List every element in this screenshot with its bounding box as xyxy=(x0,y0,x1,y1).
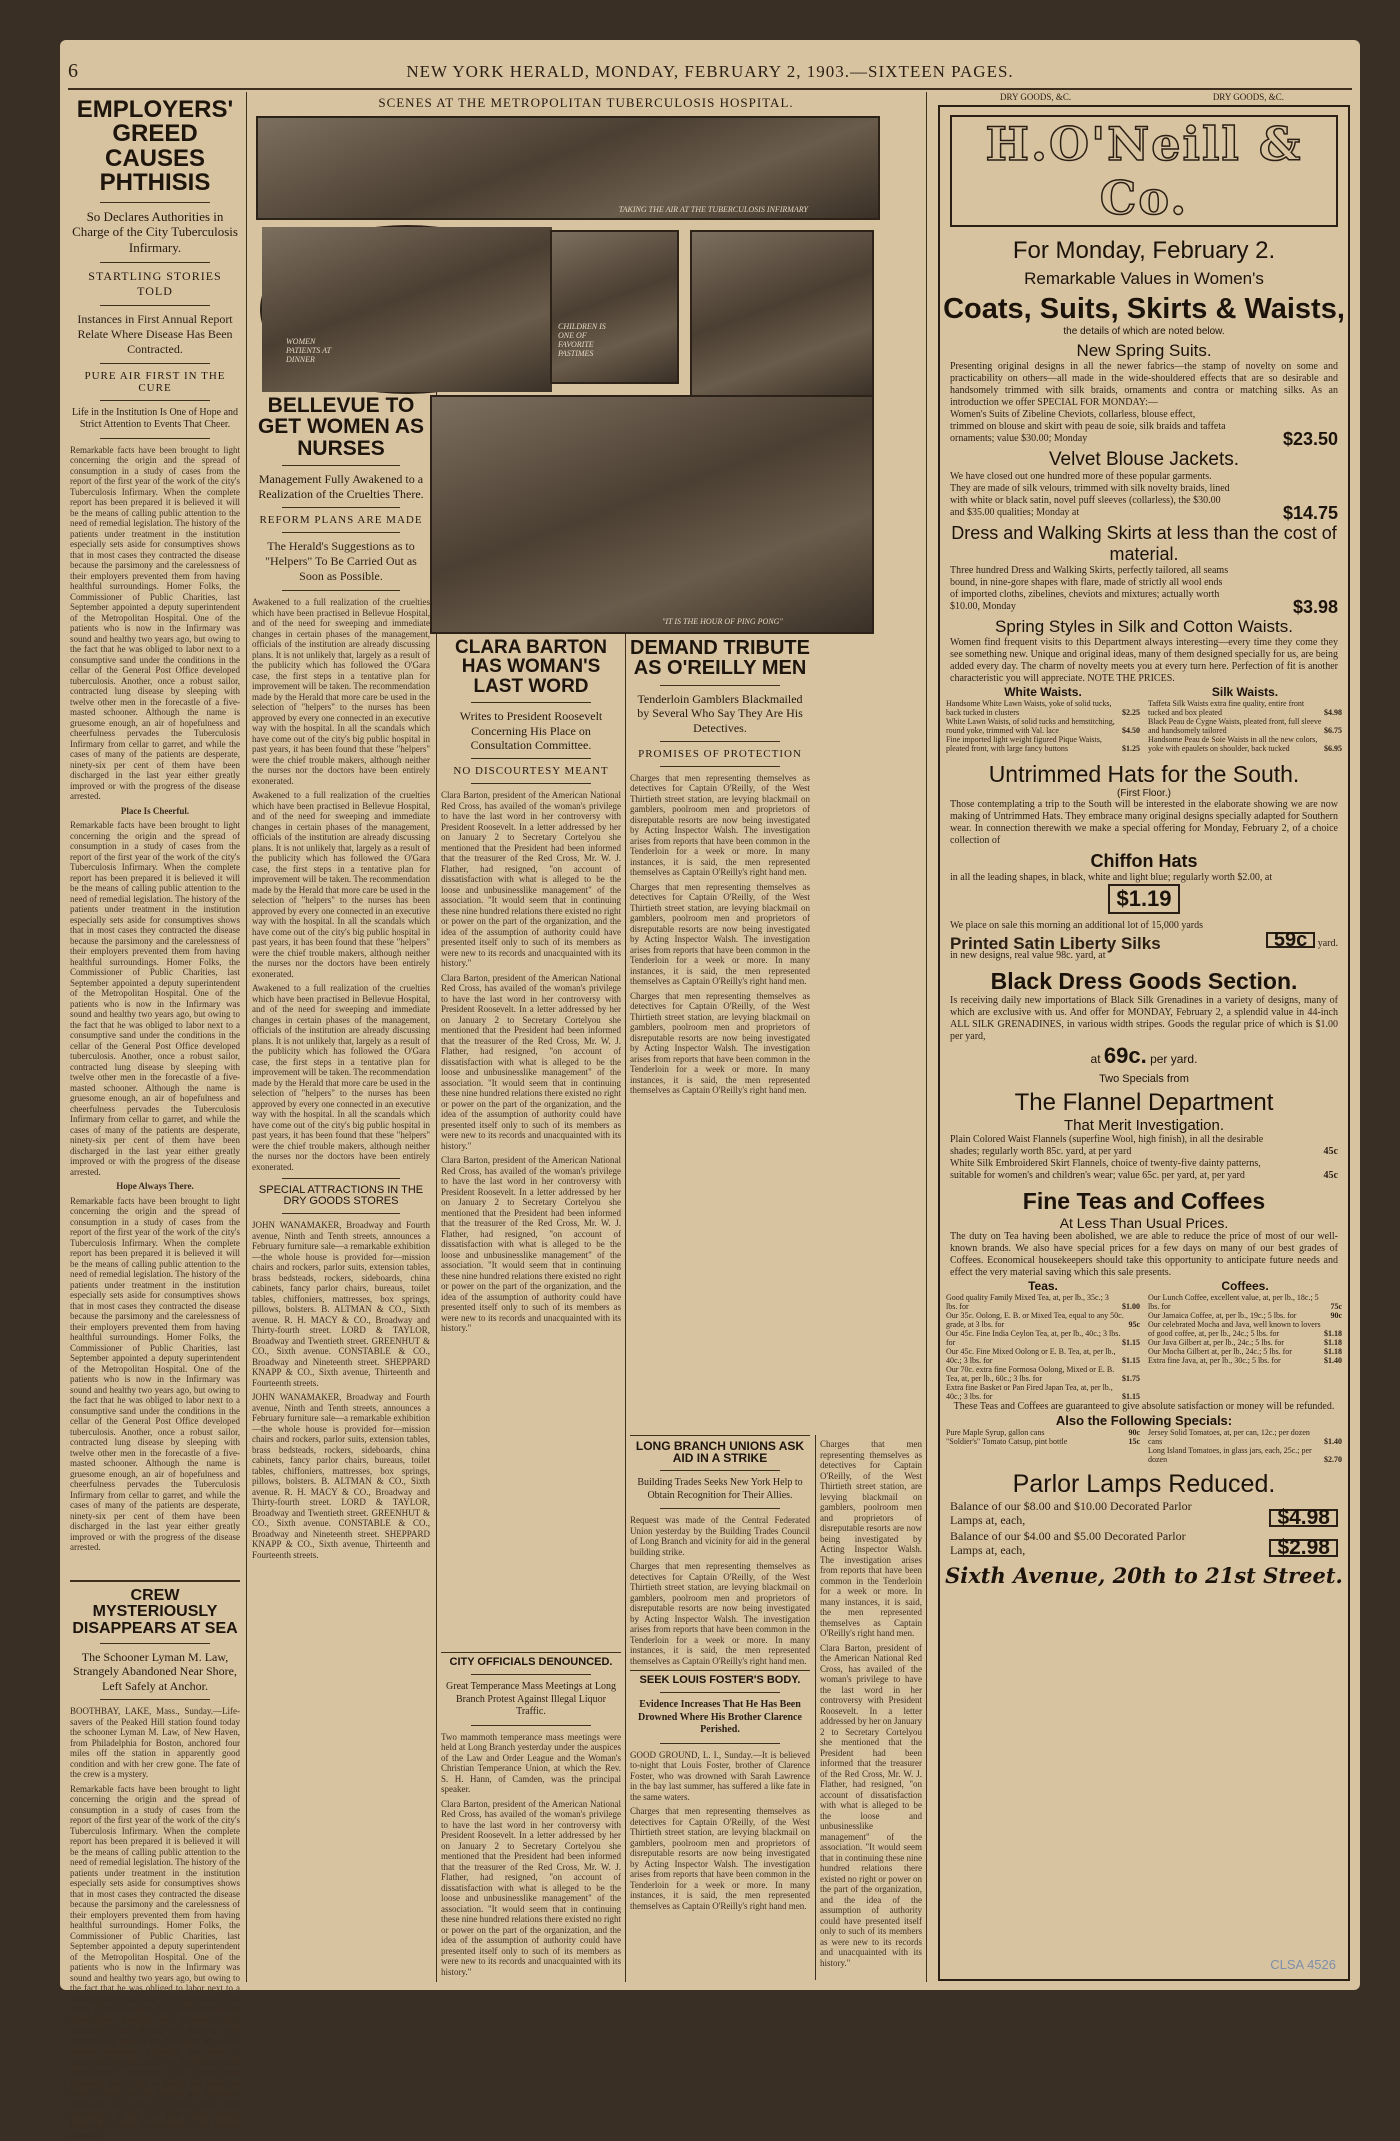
deck: Tenderloin Gamblers Blackmailed by Several Who Say They Are His Detectives. xyxy=(637,691,803,735)
deck: Management Fully Awakened to a Realization of the Cruelties There. xyxy=(258,472,424,501)
page-number: 6 xyxy=(68,60,79,82)
ad-subheading: White Waists. xyxy=(1004,685,1082,699)
ad-address: Sixth Avenue, 20th to 21st Street. xyxy=(945,1563,1343,1588)
ad-price: $2.25 xyxy=(1122,708,1140,717)
deck: The Schooner Lyman M. Law, Strangely Abandoned Near Shore, Left Safely at Anchor. xyxy=(73,1649,237,1693)
ad-item: Our Lunch Coffee, excellent value, at, per lb., 18c.; 5 lbs. for xyxy=(1148,1293,1319,1311)
article-body: Request was made of the Central Federated Union yesterday by the Building Trades Council of Long Branch and vicinity for aid in the general building strike. xyxy=(630,1515,810,1557)
ad-item: Our 70c. extra fine Formosa Oolong, Mixed or E. B. Tea, at, per lb., 60c.; 3 lbs. for xyxy=(946,1365,1115,1383)
ad-section-heading: Black Dress Goods Section. xyxy=(990,968,1298,994)
column-rule xyxy=(246,92,247,1982)
ad-price: $4.98 xyxy=(1269,1509,1338,1527)
headline: EMPLOYERS' GREED CAUSES PHTHISIS xyxy=(76,96,234,197)
ad-main-heading: Coats, Suits, Skirts & Waists, xyxy=(943,293,1345,325)
deck: NO DISCOURTESY MEANT xyxy=(453,765,609,778)
photo-caption: CHILDREN IS ONE OF FAVORITE PASTIMES xyxy=(558,322,606,358)
ad-price: 75c xyxy=(1330,1302,1342,1311)
article-body: Awakened to a full realization of the cruelties which have been practised in Bellevue Hospital, and of the need for sweeping and immediate changes in certain phases of the management, officials of the institution are already discussing plans. It is not unlikely that, largely as a result of the publicity which has followed the O'Gara case, the first steps in a tentative plan for improvement will be taken. The recommendation made by the Herald that more care be used in the selection of "helpers" to the nurses has been approved by every one connected in an executive way with the hospital. In all the scandals which have come out of the city's big public hospital in past years, it has been found that these "helpers" were the chief trouble makers, although neither the nurses nor the doctors have been entirely exonerated. xyxy=(252,790,430,979)
ad-price: $1.15 xyxy=(1122,1338,1140,1347)
ad-price: $23.50 xyxy=(1282,429,1338,449)
ad-item: We have closed out one hundred more of these popular garments. They are made of silk velours, trimmed with silk novelty braids, lined with white or black satin, novel puff sleeves (collarless), the $30.00 and $35.00 qualities; Monday at xyxy=(950,471,1230,518)
headline: DEMAND TRIBUTE AS O'REILLY MEN xyxy=(630,637,810,680)
oneill-advertisement xyxy=(938,105,1350,1981)
article-body: Clara Barton, president of the American National Red Cross, has availed of the woman's privilege to have the last word in her controversy with President Roosevelt. In a letter addressed by her on January 2 to Secretary Cortelyou she mentioned that the President had been informed that the treasurer of the Red Cross, Mr. W. J. Flather, had resigned, "on account of dissatisfaction with what is alleged to be the loose and unbusinesslike management" of the association. "It would seem that in continuing these nine hundred relations there existed no right or power on the part of the organization, and the idea of the assumption of authority could have presented itself only to such of its members as were new to its records and unacquainted with its history." xyxy=(820,1642,922,1968)
ad-text: in all the leading shapes, in black, white and light blue; regularly worth $2.00, at xyxy=(950,872,1273,883)
ad-item: Extra fine Basket or Pan Fired Japan Tea, at, per lb., 40c.; 3 lbs. for xyxy=(946,1383,1113,1401)
ad-price: 59c xyxy=(1266,932,1315,948)
ad-price: $1.25 xyxy=(1122,744,1140,753)
ad-item: Handsome Peau de Soie Waists in all the new colors, yoke with epaulets on shoulder, back tucked xyxy=(1148,735,1318,753)
ad-item: Our celebrated Mocha and Java, well known to lovers of good coffee, at, per lb., 24c.; 5 lbs. for xyxy=(1148,1320,1321,1338)
article-body: Remarkable facts have been brought to light concerning the origin and the spread of consumption in a study of cases from the report of the first year of the work of the city's Tuberculosis Infirmary. When the complete report has been prepared it is believed it will be the means of calling public attention to the need of remedial legislation. The history of the patients under treatment in the institution especially sets aside for consumptives shows that in most cases they contracted the disease because the parsimony and the carelessness of their employers prevented them from having healthful surroundings. Homer Folks, the Commissioner of Public Charities, last September appointed a deputy superintendent of the Metropolitan Hospital. One of the patients who is now in the Infirmary was sound and healthy two years ago, but owing to the fact that he was obliged to labor next to a consumptive sand under the conditions in the cellar of the General Post Office developed tuberculosis. Another, once a robust sailor, contracted lung disease by sleeping with twelve other men in the forecastle of a five-masted schooner. Although the name is gruesome enough, an air of hopefulness and cheerfulness pervades the Tuberculosis Infirmary from cellar to garret, and while the cases of many of the patients are desperate, ninety-six per cent of them have been discharged in the last year either greatly improved or with the progress of the disease arrested. xyxy=(70,1195,240,1553)
ad-item: Long Island Tomatoes, in glass jars, each, 25c.; per dozen xyxy=(1148,1446,1312,1464)
photo-patients-taking-air xyxy=(256,116,880,220)
ad-item: "Soldier's" Tomato Catsup, pint bottle xyxy=(946,1437,1068,1446)
article-body: Charges that men representing themselves as detectives for Captain O'Reilly, of the West Thirtieth street station, are levying blackmail on gamblers, poolroom men and proprietors of disreputable resorts are now being investigated by Acting Inspector Walsh. The investigation arises from reports that have been common in the Tenderloin for a week or more. In many instances, it is said, the men represented themselves as Captain O'Reilly's right hand men. xyxy=(630,1561,810,1666)
subhead: SPECIAL ATTRACTIONS IN THE DRY GOODS STORES xyxy=(258,1184,424,1208)
subhead: Place Is Cheerful. xyxy=(120,805,190,816)
subhead: Hope Always There. xyxy=(116,1181,194,1192)
silk-waists xyxy=(1148,685,1342,753)
article-body: Clara Barton, president of the American National Red Cross, has availed of the woman's privilege to have the last word in her controversy with President Roosevelt. In a letter addressed by her on January 2 to Secretary Cortelyou she mentioned that the President had been informed that the treasurer of the Red Cross, Mr. W. J. Flather, had resigned, "on account of dissatisfaction with what is alleged to be the loose and unbusinesslike management" of the association. "It would seem that in continuing these nine hundred relations there existed no right or power on the part of the organization, and the idea of the assumption of authority could have presented itself only to such of its members as were new to its records and unacquainted with its history." xyxy=(441,1155,621,1334)
ad-subheading: Teas. xyxy=(1028,1279,1058,1293)
column-city-officials xyxy=(441,1652,621,1977)
ad-price: 45c xyxy=(1323,1170,1338,1181)
column-louis-foster xyxy=(630,1670,810,1978)
article-body: Remarkable facts have been brought to light concerning the origin and the spread of consumption in a study of cases from the report of the first year of the work of the city's Tuberculosis Infirmary. When the complete report has been prepared it is believed it will be the means of calling public attention to the need of remedial legislation. The history of the patients under treatment in the institution especially sets aside for consumptives shows that in most cases they contracted the disease because the parsimony and the carelessness of their employers prevented them from having healthful surroundings. Homer Folks, the Commissioner of Public Charities, last September appointed a deputy superintendent of the Metropolitan Hospital. One of the patients who is now in the Infirmary was sound and healthy two years ago, but owing to the fact that he was obliged to labor next to a consumptive sand under the conditions in the cellar of the General Post Office developed tuberculosis. Another, once a robust sailor, contracted lung disease by sleeping with twelve other men in the forecastle of a five-masted schooner. Although the name is gruesome enough, an air of hopefulness and cheerfulness pervades the Tuberculosis Infirmary from cellar to garret, and while the cases of many of the patients are desperate, ninety-six per cent of them have been discharged in the last year either greatly improved or with the progress of the disease arrested. xyxy=(70,820,240,1177)
article-body: Charges that men representing themselves as detectives for Captain O'Reilly, of the West Thirtieth street station, are levying blackmail on gamblers, poolroom men and proprietors of disreputable resorts are now being investigated by Acting Inspector Walsh. The investigation arises from reports that have been common in the Tenderloin for a week or more. In many instances, it is said, the men represented themselves as Captain O'Reilly's right hand men. xyxy=(630,1806,810,1911)
headline: LONG BRANCH UNIONS ASK AID IN A STRIKE xyxy=(635,1439,805,1466)
ad-item: Balance of our $8.00 and $10.00 Decorated Parlor Lamps at, each, xyxy=(950,1499,1192,1527)
ad-price: $1.40 xyxy=(1324,1437,1342,1446)
photo-caption: "IT IS THE HOUR OF PING PONG" xyxy=(662,617,783,626)
ad-subheading: Coffees. xyxy=(1221,1279,1269,1293)
ad-item: Fine imported light weight figured Pique Waists, pleated front, with large fancy buttons xyxy=(946,735,1102,753)
ad-item-name: Printed Satin Liberty Silks xyxy=(950,934,1161,953)
ad-brand-logo: H.O'Neill & Co. xyxy=(950,115,1338,227)
photo-ping-pong xyxy=(430,395,874,634)
ad-item: Handsome White Lawn Waists, yoke of solid tucks, back tucked in clusters xyxy=(946,699,1112,717)
article-body: Clara Barton, president of the American National Red Cross, has availed of the woman's privilege to have the last word in her controversy with President Roosevelt. In a letter addressed by her on January 2 to Secretary Cortelyou she mentioned that the President had been informed that the treasurer of the Red Cross, Mr. W. J. Flather, had resigned, "on account of dissatisfaction with what is alleged to be the loose and unbusinesslike management" of the association. "It would seem that in continuing these nine hundred relations there existed no right or power on the part of the organization, and the idea of the assumption of authority could have presented itself only to such of its members as were new to its records and unacquainted with its history." xyxy=(441,1798,621,1977)
column-rule xyxy=(815,1435,816,1980)
ad-item: Our 45c. Fine Mixed Oolong or E. B. Tea, at, per lb., 40c.; 3 lbs. for xyxy=(946,1347,1116,1365)
teas-list xyxy=(946,1279,1140,1401)
deck: So Declares Authorities in Charge of the City Tuberculosis Infirmary. xyxy=(72,208,238,256)
ad-price: $2.98 xyxy=(1269,1539,1338,1557)
ad-price: $1.00 xyxy=(1122,1302,1140,1311)
article-body: Two mammoth temperance mass meetings were held at Long Branch yesterday under the auspices of the Law and Order League and the Woman's Christian Temperance Union, at which the Rev. S. H. Hann, of Camden, was the principal speaker. xyxy=(441,1731,621,1795)
headline: SEEK LOUIS FOSTER'S BODY. xyxy=(639,1674,801,1686)
photo-feature-title: SCENES AT THE METROPOLITAN TUBERCULOSIS HOSPITAL. xyxy=(378,95,794,110)
ad-price: $1.18 xyxy=(1324,1338,1342,1347)
article-body: BOOTHBAY, LAKE, Mass., Sunday.—Life-savers of the Peaked Hill station found today the schooner Lyman M. Law, of New Haven, from Philadelphia for Boston, anchored four miles off the station in apparently good condition and with her crew gone. The fate of the crew is a mystery. xyxy=(70,1706,240,1780)
deck: Instances in First Annual Report Relate Where Disease Has Been Contracted. xyxy=(77,311,233,356)
column-rule xyxy=(625,630,626,1982)
photo-caption: WOMEN PATIENTS AT DINNER xyxy=(286,337,331,364)
ad-item: Taffeta Silk Waists extra fine quality, entire front tucked and box pleated xyxy=(1148,699,1305,717)
ad-section-heading: Dress and Walking Skirts at less than the cost of material. xyxy=(951,523,1337,564)
article-body: Remarkable facts have been brought to light concerning the origin and the spread of consumption in a study of cases from the report of the first year of the work of the city's Tuberculosis Infirmary. When the complete report has been prepared it is believed it will be the means of calling public attention to the need of remedial legislation. The history of the patients under treatment in the institution especially sets aside for consumptives shows that in most cases they contracted the disease because the parsimony and the carelessness of their employers prevented them from having healthful surroundings. Homer Folks, the Commissioner of Public Charities, last September appointed a deputy superintendent of the Metropolitan Hospital. One of the patients who is now in the Infirmary was sound and healthy two years ago, but owing to the fact that he was obliged to labor next to a consumptive sand under the conditions in the cellar of the General Post Office developed tuberculosis. Another, once a robust sailor, contracted lung disease by sleeping with twelve other men in the forecastle of a five-masted schooner. Although the name is gruesome enough, an air of hopefulness and cheerfulness pervades the Tuberculosis Infirmary from cellar to garret, and while the cases of many of the patients are desperate, ninety-six per cent of them have been discharged in the last year either greatly improved or with the progress of the disease arrested. xyxy=(70,1783,240,2141)
ad-section-heading: Fine Teas and Coffees xyxy=(1022,1188,1266,1214)
ad-price: $1.15 xyxy=(1122,1392,1140,1401)
article-body: Remarkable facts have been brought to light concerning the origin and the spread of consumption in a study of cases from the report of the first year of the work of the city's Tuberculosis Infirmary. When the complete report has been prepared it is believed it will be the means of calling public attention to the need of remedial legislation. The history of the patients under treatment in the institution especially sets aside for consumptives shows that in most cases they contracted the disease because the parsimony and the carelessness of their employers prevented them from having healthful surroundings. Homer Folks, the Commissioner of Public Charities, last September appointed a deputy superintendent of the Metropolitan Hospital. One of the patients who is now in the Infirmary was sound and healthy two years ago, but owing to the fact that he was obliged to labor next to a consumptive sand under the conditions in the cellar of the General Post Office developed tuberculosis. Another, once a robust sailor, contracted lung disease by sleeping with twelve other men in the forecastle of a five-masted schooner. Although the name is gruesome enough, an air of hopefulness and cheerfulness pervades the Tuberculosis Infirmary from cellar to garret, and while the cases of many of the patients are desperate, ninety-six per cent of them have been discharged in the last year either greatly improved or with the progress of the disease arrested. xyxy=(70,444,240,802)
ad-price: $4.50 xyxy=(1122,726,1140,735)
ad-subheading: At Less Than Usual Prices. xyxy=(1059,1215,1229,1231)
article-body: Awakened to a full realization of the cruelties which have been practised in Bellevue Hospital, and of the need for sweeping and immediate changes in certain phases of the management, officials of the institution are already discussing plans. It is not unlikely that, largely as a result of the publicity which has followed the O'Gara case, the first steps in a tentative plan for improvement will be taken. The recommendation made by the Herald that more care be used in the selection of "helpers" to the nurses has been approved by every one connected in an executive way with the hospital. In all the scandals which have come out of the city's big public hospital in past years, it has been found that these "helpers" were the chief trouble makers, although neither the nurses nor the doctors have been entirely exonerated. xyxy=(252,597,430,786)
article-body: Charges that men representing themselves as detectives for Captain O'Reilly, of the West Thirtieth street station, are levying blackmail on gamblers, poolroom men and proprietors of disreputable resorts are now being investigated by Acting Inspector Walsh. The investigation arises from reports that have been common in the Tenderloin for a week or more. In many instances, it is said, the men represented themselves as Captain O'Reilly's right hand men. xyxy=(630,881,810,987)
ad-text: in new designs, real value 98c. yard, at xyxy=(950,950,1106,961)
deck: Evidence Increases That He Has Been Drowned Where His Brother Clarence Perished. xyxy=(638,1699,802,1736)
ad-section-heading: New Spring Suits. xyxy=(1076,341,1212,360)
specials-left xyxy=(946,1428,1140,1464)
photo-children xyxy=(550,230,679,384)
ad-labels xyxy=(940,92,1344,102)
ad-price: $1.19 xyxy=(1108,884,1179,914)
ad-subheading: Also the Following Specials: xyxy=(1055,1413,1233,1428)
column-bellevue-nurses xyxy=(252,395,430,1980)
ad-item: Three hundred Dress and Walking Skirts, perfectly tailored, all seams bound, in nine-gore shapes with flare, made of strictly all wool ends of imported cloths, zibelines, cheviots and mixtures; actually worth $10.00, Monday xyxy=(950,565,1229,612)
ad-section-heading: Untrimmed Hats for the South. xyxy=(988,761,1300,787)
ad-text: We place on sale this morning an additional lot of 15,000 yards xyxy=(950,920,1204,931)
headline: CLARA BARTON HAS WOMAN'S LAST WORD xyxy=(455,637,607,697)
ad-price: 95c xyxy=(1128,1320,1140,1329)
ad-price: $1.75 xyxy=(1122,1374,1140,1383)
ad-item: Balance of our $4.00 and $5.00 Decorated Parlor Lamps at, each, xyxy=(950,1529,1186,1557)
masthead: NEW YORK HERALD, MONDAY, FEBRUARY 2, 1903.—SIXTEEN PAGES. xyxy=(406,62,1014,81)
deck: Building Trades Seeks New York Help to Obtain Recognition for Their Allies. xyxy=(637,1477,803,1501)
coffees-list xyxy=(1148,1279,1342,1401)
ad-item: Black Peau de Cygne Waists, pleated front, full sleeve and handsomely tailored xyxy=(1148,717,1322,735)
ad-item: Our Java Gilbert at, per lb., 24c.; 5 lbs. for xyxy=(1148,1338,1284,1347)
ad-note: (First Floor.) xyxy=(1117,788,1171,799)
ad-text: Presenting original designs in all the newer fabrics—the stamp of novelty on some and practicability on others—all made in the wide-shouldered effects that are so desirable and handsomely trimmed with silk braids, ornaments and contra or matching silks. As an introduction we offer SPECIAL FOR MONDAY:— xyxy=(950,361,1338,408)
ad-text: Women find frequent visits to this Department always interesting—every time they come they see something new. Unique and original ideas, many of them designed specially for us, are being added every day. The charm of novelty meets you at every turn here. Perfection of fit is another characteristic you will appreciate. NOTE THE PRICES. xyxy=(950,637,1338,684)
ad-price: $4.98 xyxy=(1324,708,1342,717)
ad-section-heading: Spring Styles in Silk and Cotton Waists. xyxy=(995,617,1293,636)
article-body: JOHN WANAMAKER, Broadway and Fourth avenue, Ninth and Tenth streets, announces a February furniture sale—a remarkable exhibition—the whole house is provided for—mission chairs and rockers, parlor suits, extension tables, brass bedsteads, rockers, sideboards, china cabinets, fancy parlor chairs, bureaus, toilet tables, chiffoniers, mattresses, box springs, pillows, bolsters. B. ALTMAN & CO., Sixth avenue. R. H. MACY & CO., Broadway and Thirty-fourth street. LORD & TAYLOR, Broadway and Twentieth street. GREENHUT & CO., Sixth avenue. CONSTABLE & CO., Broadway and Nineteenth street. SHEPPARD KNAPP & CO., Sixth avenue, Thirteenth and Fourteenth streets. xyxy=(252,1392,430,1560)
ad-date-line: For Monday, February 2. xyxy=(1012,237,1276,264)
column-long-branch-unions xyxy=(630,1435,810,1665)
ad-item: White Lawn Waists, of solid tucks and hemstitching, round yoke, trimmed with Val. lace xyxy=(946,717,1115,735)
ad-item: Extra fine Java, at, per lb., 30c.; 5 lbs. for xyxy=(1148,1356,1281,1365)
ad-price: $1.18 xyxy=(1324,1347,1342,1356)
ad-label: DRY GOODS, &C. xyxy=(1212,92,1284,102)
ad-unit: yard. xyxy=(1317,938,1338,949)
ad-price: $1.15 xyxy=(1122,1356,1140,1365)
article-body: Clara Barton, president of the American National Red Cross, has availed of the woman's privilege to have the last word in her controversy with President Roosevelt. In a letter addressed by her on January 2 to Secretary Cortelyou she mentioned that the President had been informed that the treasurer of the Red Cross, Mr. W. J. Flather, had resigned, "on account of dissatisfaction with what is alleged to be the loose and unbusinesslike management" of the association. "It would seem that in continuing these nine hundred relations there existed no right or power on the part of the organization, and the idea of the assumption of authority could have presented itself only to such of its members as were new to its records and unacquainted with its history." xyxy=(441,790,621,969)
ad-price: 90c xyxy=(1330,1311,1342,1320)
article-body: Charges that men representing themselves as detectives for Captain O'Reilly, of the West Thirtieth street station, are levying blackmail on gamblers, poolroom men and proprietors of disreputable resorts are now being investigated by Acting Inspector Walsh. The investigation arises from reports that have been common in the Tenderloin for a week or more. In many instances, it is said, the men represented themselves as Captain O'Reilly's right hand men. xyxy=(630,772,810,878)
headline: BELLEVUE TO GET WOMEN AS NURSES xyxy=(257,394,425,460)
article-body: JOHN WANAMAKER, Broadway and Fourth avenue, Ninth and Tenth streets, announces a February furniture sale—a remarkable exhibition—the whole house is provided for—mission chairs and rockers, parlor suits, extension tables, brass bedsteads, rockers, sideboards, china cabinets, fancy parlor chairs, bureaus, toilet tables, chiffoniers, mattresses, box springs, pillows, bolsters. B. ALTMAN & CO., Sixth avenue. R. H. MACY & CO., Broadway and Thirty-fourth street. LORD & TAYLOR, Broadway and Twentieth street. GREENHUT & CO., Sixth avenue. CONSTABLE & CO., Broadway and Nineteenth street. SHEPPARD KNAPP & CO., Sixth avenue, Thirteenth and Fourteenth streets. xyxy=(252,1220,430,1388)
ad-price: $1.18 xyxy=(1324,1329,1342,1338)
ad-price: $14.75 xyxy=(1282,503,1338,523)
deck: Life in the Institution Is One of Hope and Strict Attention to Events That Cheer. xyxy=(71,406,239,431)
ad-text: Those contemplating a trip to the South will be interested in the elaborate showing we are now making of Untrimmed Hats. They embrace many original designs specially adapted for Southern wear. In connection therewith we make a special offering for Monday, February 2, of a choice collection of xyxy=(950,799,1338,846)
ad-price: 69c. xyxy=(1103,1043,1147,1068)
masthead-rule xyxy=(68,88,1352,90)
ad-price: $6.95 xyxy=(1324,744,1342,753)
photo-women-at-dinner xyxy=(260,225,554,394)
article-body: GOOD GROUND, L. I., Sunday.—It is believed to-night that Louis Foster, brother of Clarence Foster, who was drowned with Sarah Lawrence in the bay last summer, has suffered a like fate in the same waters. xyxy=(630,1749,810,1802)
column-continuation xyxy=(820,1435,922,1975)
ad-intro-small: the details of which are noted below. xyxy=(1063,326,1225,337)
ad-item: Our 45c. Fine India Ceylon Tea, at, per lb., 40c.; 3 lbs. for xyxy=(946,1329,1121,1347)
column-rule xyxy=(926,92,927,1982)
deck: REFORM PLANS ARE MADE xyxy=(259,514,423,526)
ad-text: Is receiving daily new importations of Black Silk Grenadines in a variety of designs, many of which are exclusive with us. And offer for MONDAY, February 2, a splendid value in 44-inch ALL SILK GRENADINES, in various width stripes. Goods the regular price of which is $1.00 per yard, xyxy=(950,995,1338,1042)
headline: CREW MYSTERIOUSLY DISAPPEARS AT SEA xyxy=(72,1587,238,1637)
ad-subheading: Silk Waists. xyxy=(1211,685,1279,699)
article-body: Charges that men representing themselves as detectives for Captain O'Reilly, of the West Thirtieth street station, are levying blackmail on gamblers, poolroom men and proprietors of disreputable resorts are now being investigated by Acting Inspector Walsh. The investigation arises from reports that have been common in the Tenderloin for a week or more. In many instances, it is said, the men represented themselves as Captain O'Reilly's right hand men. xyxy=(630,990,810,1096)
headline: CITY OFFICIALS DENOUNCED. xyxy=(449,1656,613,1668)
ad-price: $6.75 xyxy=(1324,726,1342,735)
ad-note: Two Specials from xyxy=(1099,1073,1189,1085)
ad-price: $1.40 xyxy=(1324,1356,1342,1365)
ad-text: These Teas and Coffees are guaranteed to give absolute satisfaction or money will be refunded. xyxy=(953,1401,1335,1412)
ad-item: Women's Suits of Zibeline Cheviots, collarless, blouse effect, trimmed on blouse and skirt with peau de soie, silk braids and taffeta ornaments; value $30.00; Monday xyxy=(950,409,1226,444)
archive-stamp: CLSA 4526 xyxy=(1270,1957,1336,1972)
ad-text: at xyxy=(1090,1052,1101,1066)
ad-item: Jersey Solid Tomatoes, at, per can, 12c.; per dozen cans xyxy=(1148,1428,1310,1446)
ad-section-heading: Velvet Blouse Jackets. xyxy=(1048,449,1240,470)
white-waists xyxy=(946,685,1140,753)
ad-section-heading: Chiffon Hats xyxy=(1090,851,1198,871)
deck: The Herald's Suggestions as to "Helpers" To Be Carried Out as Soon as Possible. xyxy=(265,539,417,583)
ad-price: 15c xyxy=(1128,1437,1140,1446)
ad-section-heading: The Flannel Department xyxy=(1014,1089,1274,1116)
deck: Writes to President Roosevelt Concerning His Place on Consultation Committee. xyxy=(459,709,603,752)
photo-caption: TAKING THE AIR AT THE TUBERCULOSIS INFIRMARY xyxy=(618,205,808,214)
article-body: Charges that men representing themselves as detectives for Captain O'Reilly, of the West Thirtieth street station, are levying blackmail on gamblers, poolroom men and proprietors of disreputable resorts are now being investigated by Acting Inspector Walsh. The investigation arises from reports that have been common in the Tenderloin for a week or more. In many instances, it is said, the men represented themselves as Captain O'Reilly's right hand men. xyxy=(820,1439,922,1638)
ad-item: Pure Maple Syrup, gallon cans xyxy=(946,1428,1045,1437)
ad-intro: Remarkable Values in Women's xyxy=(1024,269,1264,288)
specials-right xyxy=(1148,1428,1342,1464)
column-crew-disappears xyxy=(70,1580,240,2141)
ad-price: 45c xyxy=(1323,1146,1338,1157)
article-body: Clara Barton, president of the American National Red Cross, has availed of the woman's privilege to have the last word in her controversy with President Roosevelt. In a letter addressed by her on January 2 to Secretary Cortelyou she mentioned that the President had been informed that the treasurer of the Red Cross, Mr. W. J. Flather, had resigned, "on account of dissatisfaction with what is alleged to be the loose and unbusinesslike management" of the association. "It would seem that in continuing these nine hundred relations there existed no right or power on the part of the organization, and the idea of the assumption of authority could have presented itself only to such of its members as were new to its records and unacquainted with its history." xyxy=(441,972,621,1151)
ad-item: Our 35c. Oolong, E. B. or Mixed Tea, equal to any 50c. grade, at 3 lbs. for xyxy=(946,1311,1124,1329)
ad-item: Plain Colored Waist Flannels (superfine Wool, high finish), in all the desirable shades; regularly worth 85c. yard, at per yard xyxy=(950,1134,1264,1157)
newspaper-page xyxy=(60,40,1360,2141)
ad-item: White Silk Embroidered Skirt Flannels, choice of twenty-five dainty patterns, suitable for women's and children's wear; value 65c. per yard, at, per yard xyxy=(950,1158,1261,1181)
ad-label: DRY GOODS, &C. xyxy=(1000,92,1072,102)
deck: PROMISES OF PROTECTION xyxy=(638,747,802,760)
deck: PURE AIR FIRST IN THE CURE xyxy=(84,369,226,394)
ad-price: 90c xyxy=(1128,1428,1140,1437)
ad-price: $2.70 xyxy=(1324,1455,1342,1464)
deck: STARTLING STORIES TOLD xyxy=(88,268,222,298)
ad-item: Good quality Family Mixed Tea, at, per lb., 35c.; 3 lbs. for xyxy=(946,1293,1109,1311)
ad-price: $3.98 xyxy=(1292,597,1338,617)
deck: Great Temperance Mass Meetings at Long Branch Protest Against Illegal Liquor Traffic. xyxy=(446,1681,616,1718)
photo-porch-patient xyxy=(690,230,874,399)
ad-item: Our Mocha Gilbert at, per lb., 24c.; 5 lbs. for xyxy=(1148,1347,1292,1356)
ad-unit: per yard. xyxy=(1150,1052,1198,1066)
ad-text: The duty on Tea having been abolished, we are able to reduce the price of most of our well-known brands. We also have special prices for a few days on many of our best grades of Coffees. Economical housekeepers should take this opportunity to anticipate future needs and effect the very material saving which this sale presents. xyxy=(950,1231,1338,1278)
article-body: Awakened to a full realization of the cruelties which have been practised in Bellevue Hospital, and of the need for sweeping and immediate changes in certain phases of the management, officials of the institution are already discussing plans. It is not unlikely that, largely as a result of the publicity which has followed the O'Gara case, the first steps in a tentative plan for improvement will be taken. The recommendation made by the Herald that more care be used in the selection of "helpers" to the nurses has been approved by every one connected in an executive way with the hospital. In all the scandals which have come out of the city's big public hospital in past years, it has been found that these "helpers" were the chief trouble makers, although neither the nurses nor the doctors have been entirely exonerated. xyxy=(252,983,430,1172)
ad-section-heading: Parlor Lamps Reduced. xyxy=(1012,1470,1276,1498)
ad-item: Our Jamaica Coffee, at, per lb., 19c.; 5 lbs. for xyxy=(1148,1311,1297,1320)
ad-subheading: That Merit Investigation. xyxy=(1063,1117,1225,1134)
